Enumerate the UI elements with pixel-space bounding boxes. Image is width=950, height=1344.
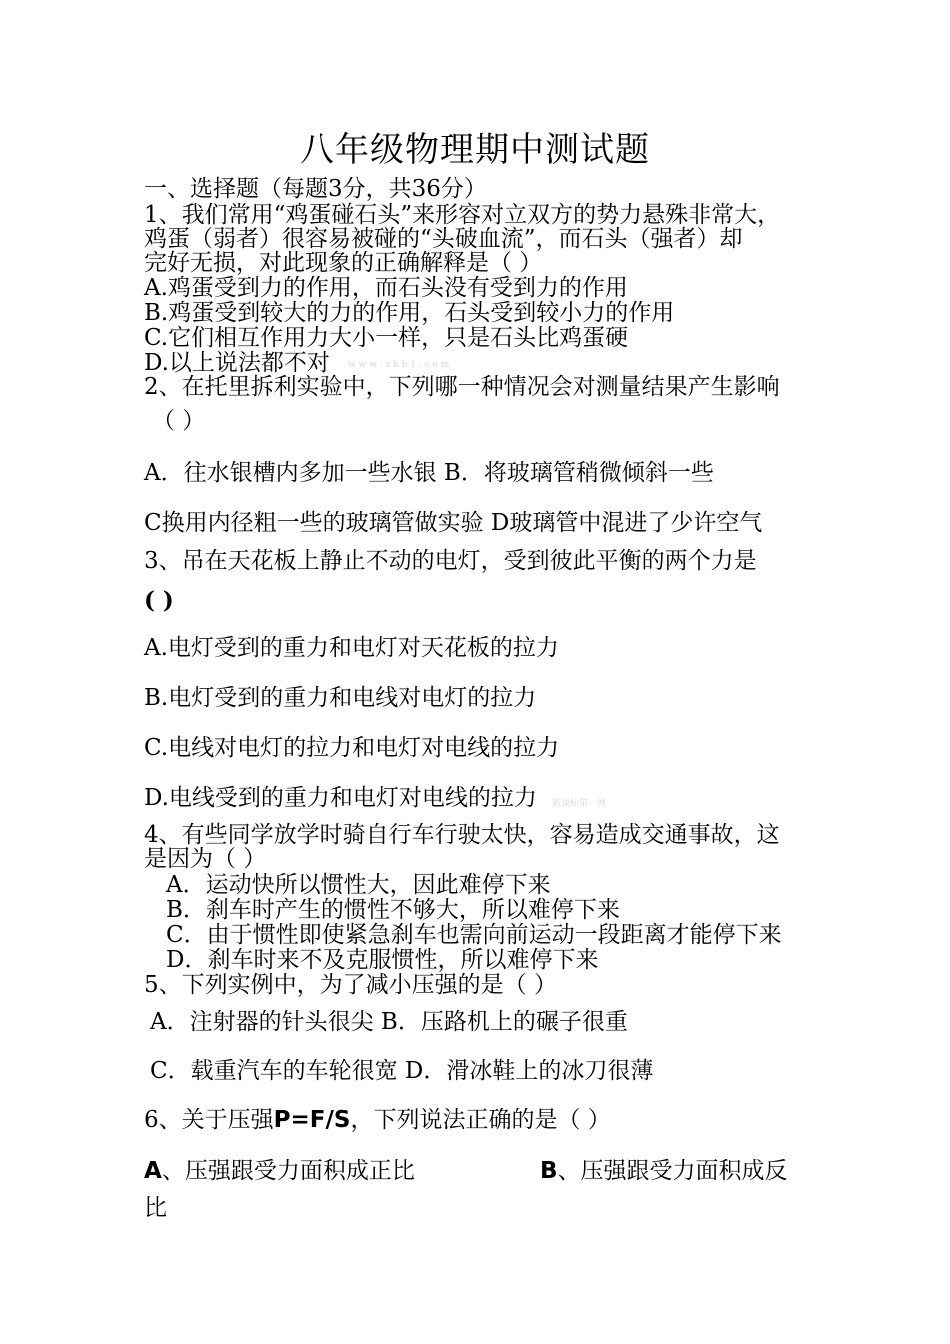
question-6-option-b bbox=[540, 1158, 788, 1184]
question-6-option-b-text: 、压强跟受力面积成反 bbox=[557, 1158, 788, 1184]
question-6-option-a-letter: A bbox=[144, 1158, 162, 1184]
question-4-line-1: 4、有些同学放学时骑自行车行驶太快，容易造成交通事故，这 bbox=[144, 822, 780, 848]
question-4-option-b: B．刹车时产生的惯性不够大，所以难停下来 bbox=[166, 897, 620, 923]
question-2-blank: （ ） bbox=[152, 408, 206, 434]
page-title: 八年级物理期中测试题 bbox=[300, 130, 650, 170]
question-1-line-1: 1、我们常用“鸡蛋碰石头”来形容对立双方的势力悬殊非常大， bbox=[144, 202, 781, 228]
question-3-option-d: D.电线受到的重力和电灯对电线的拉力 bbox=[144, 785, 537, 811]
question-3-option-b: B.电灯受到的重力和电线对电灯的拉力 bbox=[144, 685, 537, 711]
question-3-option-a: A.电灯受到的重力和电灯对天花板的拉力 bbox=[144, 635, 559, 661]
question-2-line-1: 2、在托里拆利实验中，下列哪一种情况会对测量结果产生影响 bbox=[144, 374, 780, 400]
question-3-line: 3、吊在天花板上静止不动的电灯，受到彼此平衡的两个力是 bbox=[144, 548, 757, 574]
question-6-prefix: 6、关于压强 bbox=[144, 1107, 274, 1133]
question-4-option-d: D．刹车时来不及克服惯性，所以难停下来 bbox=[166, 947, 599, 973]
question-1-line-2: 鸡蛋（弱者）很容易被碰的“头破血流”，而石头（强者）却 bbox=[144, 226, 743, 252]
question-5-line: 5、下列实例中，为了减小压强的是（ ） bbox=[144, 972, 557, 998]
question-1-option-b: B.鸡蛋受到较大的力的作用，石头受到较小力的作用 bbox=[144, 300, 675, 326]
question-4-option-c: C．由于惯性即使紧急刹车也需向前运动一段距离才能停下来 bbox=[166, 922, 782, 948]
question-4-line-2: 是因为（ ） bbox=[144, 846, 267, 872]
question-6-line bbox=[144, 1107, 611, 1133]
watermark-text-2: 新课标第一网 bbox=[552, 799, 607, 809]
question-2-options-row-2: C换用内径粗一些的玻璃管做实验 D玻璃管中混进了少许空气 bbox=[144, 510, 763, 536]
question-6-formula: P=F/S bbox=[273, 1107, 351, 1133]
question-6-option-b-letter: B bbox=[540, 1158, 558, 1184]
question-1-line-3: 完好无损，对此现象的正确解释是（ ） bbox=[144, 250, 543, 276]
question-5-options-row-2: C．载重汽车的车轮很宽 D．滑冰鞋上的冰刀很薄 bbox=[150, 1058, 654, 1084]
question-3-blank: ( ) bbox=[144, 587, 174, 614]
watermark-text: w w w . x k b 1 . c o m bbox=[348, 360, 450, 370]
question-3-option-c: C.电线对电灯的拉力和电灯对电线的拉力 bbox=[144, 735, 560, 761]
question-6-option-a-text: 、压强跟受力面积成正比 bbox=[161, 1158, 415, 1184]
question-2-options-row-1: A．往水银槽内多加一些水银 B．将玻璃管稍微倾斜一些 bbox=[144, 460, 714, 486]
question-1-option-c: C.它们相互作用力大小一样，只是石头比鸡蛋硬 bbox=[144, 325, 629, 351]
question-5-options-row-1: A．注射器的针头很尖 B．压路机上的碾子很重 bbox=[150, 1009, 628, 1035]
question-6-suffix: ，下列说法正确的是（ ） bbox=[350, 1107, 611, 1133]
question-6-option-b-continued: 比 bbox=[144, 1195, 167, 1221]
question-6-option-a bbox=[144, 1158, 415, 1184]
question-1-option-d: D.以上说法都不对 bbox=[144, 350, 330, 376]
question-4-option-a: A．运动快所以惯性大，因此难停下来 bbox=[166, 872, 551, 898]
section-heading: 一、选择题（每题3分，共36分） bbox=[144, 176, 487, 202]
question-1-option-a: A.鸡蛋受到力的作用，而石头没有受到力的作用 bbox=[144, 275, 628, 301]
